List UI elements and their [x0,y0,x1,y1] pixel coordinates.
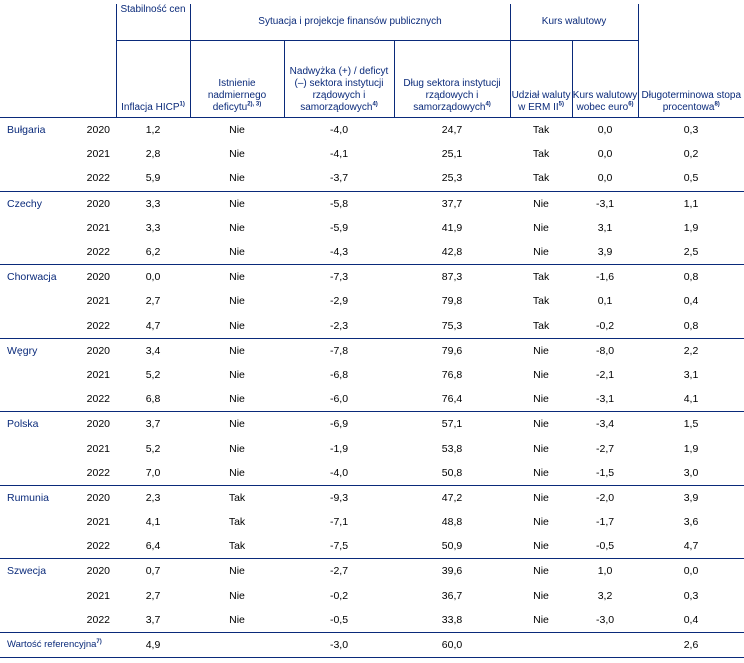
budget-balance-cell: -4,3 [329,246,349,259]
excessive-deficit-cell: Tak [190,485,284,510]
inflation-cell: 2,7 [145,589,161,602]
excessive-deficit-cell: Nie [190,265,284,290]
corner-cell [0,4,66,41]
debt-cell: 50,8 [441,466,463,479]
group-header-exchange-rate: Kurs walutowy [510,4,638,41]
inflation-cell: 5,9 [145,172,161,185]
debt-cell: 76,8 [441,368,463,381]
budget-balance-cell: -0,2 [329,589,349,602]
erm-cell: Nie [533,442,549,455]
long-term-rate-cell: 1,5 [638,412,744,437]
inflation-cell: 5,2 [145,368,161,381]
erm-cell: Nie [533,589,549,602]
year-cell: 2022 [86,319,110,332]
debt-cell: 79,8 [441,295,463,308]
year-cell: 2022 [86,393,110,406]
long-term-rate-cell: 0,8 [683,319,699,332]
table-row [0,485,744,510]
inflation-cell: 2,3 [116,485,190,510]
table-row [0,559,744,584]
year-cell: 2022 [86,540,110,553]
year-cell: 2022 [86,613,110,626]
inflation-cell: 0,7 [116,559,190,584]
budget-balance-cell: -5,9 [329,221,349,234]
erm-cell: Nie [510,485,572,510]
header-blank-country [0,41,66,118]
long-term-rate-cell: 0,3 [683,589,699,602]
table-row [0,142,744,166]
exchange-rate-cell: -2,7 [595,442,615,455]
year-cell: 2021 [86,516,110,529]
excessive-deficit-cell: Nie [229,319,245,332]
erm-cell: Nie [533,613,549,626]
inflation-cell: 0,0 [116,265,190,290]
long-term-rate-cell: 2,2 [638,338,744,363]
budget-balance-cell: -4,0 [284,118,394,143]
table-row [0,265,744,290]
col-header-erm-participation: Udział waluty w ERM II$^{5)}$ [510,41,572,118]
excessive-deficit-cell: Tak [228,540,246,553]
debt-cell: 25,1 [441,148,463,161]
budget-balance-cell: -7,1 [329,516,349,529]
budget-balance-cell: -6,0 [329,393,349,406]
excessive-deficit-cell: Nie [190,559,284,584]
exchange-rate-cell: -1,6 [572,265,638,290]
table-row [0,289,744,313]
budget-balance-cell: -4,0 [329,466,349,479]
erm-cell: Nie [510,559,572,584]
debt-cell: 37,7 [394,191,510,216]
inflation-cell: 3,7 [116,412,190,437]
erm-cell: Tak [532,319,550,332]
table-row [0,240,744,265]
country-cell [0,534,66,559]
reference-label-cell [0,632,102,657]
country-cell: Rumunia [0,485,66,510]
long-term-rate-cell: 3,1 [683,368,699,381]
excessive-deficit-cell: Nie [229,589,245,602]
exchange-rate-cell: -3,1 [595,393,615,406]
col-header-excessive-deficit: Istnienie nadmiernego deficytu$^{2), 3)}$ [190,41,284,118]
debt-cell: 76,4 [441,393,463,406]
col-header-budget-balance: Nadwyżka (+) / deficyt (–) sektora instytucji rządowych i samorządowych$^{4)}$ [284,41,394,118]
year-cell: 2020 [66,485,116,510]
erm-cell: Nie [533,393,549,406]
exchange-rate-cell: -3,0 [595,613,615,626]
erm-cell: Tak [510,265,572,290]
table-row [0,608,744,633]
country-cell [0,363,66,387]
exchange-rate-cell: 0,0 [597,148,613,161]
inflation-cell: 2,8 [145,148,161,161]
debt-cell: 39,6 [394,559,510,584]
inflation-cell: 2,7 [145,295,161,308]
long-term-rate-cell: 1,1 [638,191,744,216]
debt-cell: 87,3 [394,265,510,290]
debt-cell: 47,2 [394,485,510,510]
country-cell [0,142,66,166]
inflation-cell: 6,2 [145,246,161,259]
excessive-deficit-cell: Nie [190,338,284,363]
country-cell [0,387,66,412]
table-row [0,584,744,608]
debt-cell: 24,7 [394,118,510,143]
exchange-rate-cell: 3,9 [597,246,613,259]
erm-cell: Tak [510,118,572,143]
header-blank-year [66,41,116,118]
debt-cell: 33,8 [441,613,463,626]
excessive-deficit-cell: Nie [190,118,284,143]
erm-cell: Nie [533,221,549,234]
budget-balance-cell: -2,7 [284,559,394,584]
country-cell: Polska [0,412,66,437]
table-row [0,436,744,460]
debt-cell: 50,9 [441,540,463,553]
budget-balance-cell: -2,9 [329,295,349,308]
exchange-rate-cell: -0,5 [595,540,615,553]
long-term-rate-cell: 0,5 [683,172,699,185]
budget-balance-cell: -2,3 [329,319,349,332]
year-cell: 2021 [86,442,110,455]
reference-debt-cell: 60,0 [394,632,510,657]
inflation-cell: 3,3 [116,191,190,216]
exchange-rate-cell: -1,5 [595,466,615,479]
excessive-deficit-cell: Nie [229,221,245,234]
country-cell [0,289,66,313]
excessive-deficit-cell: Nie [229,148,245,161]
excessive-deficit-cell: Nie [229,466,245,479]
table-row [0,534,744,559]
col-header-debt: Dług sektora instytucji rządowych i samorządowych$^{4)}$ [394,41,510,118]
country-cell [0,166,66,191]
year-cell: 2022 [86,466,110,479]
year-cell: 2021 [86,368,110,381]
country-cell [0,314,66,339]
table-row [0,412,744,437]
year-cell: 2021 [86,148,110,161]
group-header-empty [638,4,744,41]
country-cell: Bułgaria [0,118,66,143]
table-row [0,216,744,240]
budget-balance-cell: -5,8 [284,191,394,216]
debt-cell: 36,7 [441,589,463,602]
long-term-rate-cell: 0,3 [638,118,744,143]
debt-cell: 75,3 [441,319,463,332]
long-term-rate-cell: 0,8 [638,265,744,290]
long-term-rate-cell: 0,0 [638,559,744,584]
table-row [0,314,744,339]
country-cell: Węgry [0,338,66,363]
debt-cell: 79,6 [394,338,510,363]
exchange-rate-cell: 0,0 [597,172,613,185]
exchange-rate-cell: 3,2 [597,589,613,602]
table-row [0,510,744,534]
excessive-deficit-cell: Tak [228,516,246,529]
country-cell: Czechy [0,191,66,216]
reference-long-term-rate-cell: 2,6 [638,632,744,657]
inflation-cell: 4,7 [145,319,161,332]
reference-inflation-cell: 4,9 [116,632,190,657]
long-term-rate-cell: 4,7 [683,540,699,553]
exchange-rate-cell: -3,1 [572,191,638,216]
exchange-rate-cell: -2,1 [595,368,615,381]
group-header-price-stability: Stabilność cen [116,4,190,41]
year-cell: 2021 [86,221,110,234]
budget-balance-cell: -9,3 [284,485,394,510]
table-row [0,461,744,486]
exchange-rate-cell: -1,7 [595,516,615,529]
inflation-cell: 1,2 [116,118,190,143]
erm-cell: Nie [533,466,549,479]
year-cell: 2022 [86,246,110,259]
reference-note: 7) [96,639,102,646]
inflation-cell: 3,3 [145,221,161,234]
budget-balance-cell: -1,9 [329,442,349,455]
year-cell: 2022 [86,172,110,185]
erm-cell: Tak [532,148,550,161]
budget-balance-cell: -4,1 [329,148,349,161]
year-cell: 2021 [86,589,110,602]
excessive-deficit-cell: Nie [229,172,245,185]
debt-cell: 53,8 [441,442,463,455]
budget-balance-cell: -7,5 [329,540,349,553]
long-term-rate-cell: 4,1 [683,393,699,406]
reference-edp-cell [190,632,284,657]
year-cell: 2020 [66,191,116,216]
exchange-rate-cell: 0,1 [597,295,613,308]
excessive-deficit-cell: Nie [229,246,245,259]
country-cell [0,461,66,486]
year-cell: 2020 [66,265,116,290]
debt-cell: 48,8 [441,516,463,529]
long-term-rate-cell: 0,4 [683,613,699,626]
erm-cell: Nie [510,338,572,363]
country-cell: Chorwacja [0,265,66,290]
exchange-rate-cell: 1,0 [572,559,638,584]
inflation-cell: 6,8 [145,393,161,406]
long-term-rate-cell: 0,4 [683,295,699,308]
long-term-rate-cell: 2,5 [683,246,699,259]
table-row [0,338,744,363]
reference-erm-cell [510,632,572,657]
exchange-rate-cell: -8,0 [572,338,638,363]
exchange-rate-cell: -2,0 [572,485,638,510]
exchange-rate-cell: 3,1 [597,221,613,234]
country-cell [0,608,66,633]
reference-row [0,632,744,657]
erm-cell: Nie [510,191,572,216]
long-term-rate-cell: 0,2 [683,148,699,161]
long-term-rate-cell: 3,6 [683,516,699,529]
erm-cell: Tak [532,295,550,308]
year-cell: 2020 [66,338,116,363]
country-cell [0,216,66,240]
reference-label: Wartość referencyjna [7,639,97,651]
col-header-exchange-rate: Kurs walutowy wobec euro$^{6)}$ [572,41,638,118]
excessive-deficit-cell: Nie [229,613,245,626]
debt-cell: 57,1 [394,412,510,437]
exchange-rate-cell: -3,4 [572,412,638,437]
country-cell: Szwecja [0,559,66,584]
budget-balance-cell: -0,5 [329,613,349,626]
budget-balance-cell: -6,9 [284,412,394,437]
erm-cell: Nie [533,246,549,259]
year-cell: 2020 [66,559,116,584]
table-row [0,118,744,143]
reference-balance-cell: -3,0 [284,632,394,657]
excessive-deficit-cell: Nie [229,393,245,406]
country-cell [0,584,66,608]
inflation-cell: 7,0 [145,466,161,479]
table-row [0,387,744,412]
table-row [0,363,744,387]
excessive-deficit-cell: Nie [229,442,245,455]
erm-cell: Nie [533,540,549,553]
excessive-deficit-cell: Nie [229,295,245,308]
erm-cell: Nie [533,368,549,381]
col-header-inflation: Inflacja HICP$^{1)}$ [116,41,190,118]
country-cell [0,240,66,265]
convergence-table [0,4,744,658]
inflation-cell: 5,2 [145,442,161,455]
budget-balance-cell: -6,8 [329,368,349,381]
budget-balance-cell: -3,7 [329,172,349,185]
long-term-rate-cell: 1,9 [683,221,699,234]
erm-cell: Nie [533,516,549,529]
inflation-cell: 6,4 [145,540,161,553]
budget-balance-cell: -7,8 [284,338,394,363]
debt-cell: 42,8 [441,246,463,259]
country-cell [0,436,66,460]
col-header-long-term-rate: Długoterminowa stopa procentowa$^{8)}$ [638,41,744,118]
country-cell [0,510,66,534]
excessive-deficit-cell: Nie [190,191,284,216]
reference-fx-cell [572,632,638,657]
exchange-rate-cell: -0,2 [595,319,615,332]
long-term-rate-cell: 3,9 [638,485,744,510]
long-term-rate-cell: 1,9 [683,442,699,455]
debt-cell: 41,9 [441,221,463,234]
inflation-cell: 4,1 [145,516,161,529]
exchange-rate-cell: 0,0 [572,118,638,143]
long-term-rate-cell: 3,0 [683,466,699,479]
table-row [0,166,744,191]
year-cell: 2021 [86,295,110,308]
group-header-fiscal: Sytuacja i projekcje finansów publicznych [190,4,510,41]
erm-cell: Nie [510,412,572,437]
budget-balance-cell: -7,3 [284,265,394,290]
excessive-deficit-cell: Nie [229,368,245,381]
table-row [0,191,744,216]
excessive-deficit-cell: Nie [190,412,284,437]
debt-cell: 25,3 [441,172,463,185]
year-cell: 2020 [66,412,116,437]
year-cell: 2020 [66,118,116,143]
inflation-cell: 3,4 [116,338,190,363]
corner-cell-year [66,4,116,41]
table-body [0,118,744,658]
erm-cell: Tak [532,172,550,185]
inflation-cell: 3,7 [145,613,161,626]
